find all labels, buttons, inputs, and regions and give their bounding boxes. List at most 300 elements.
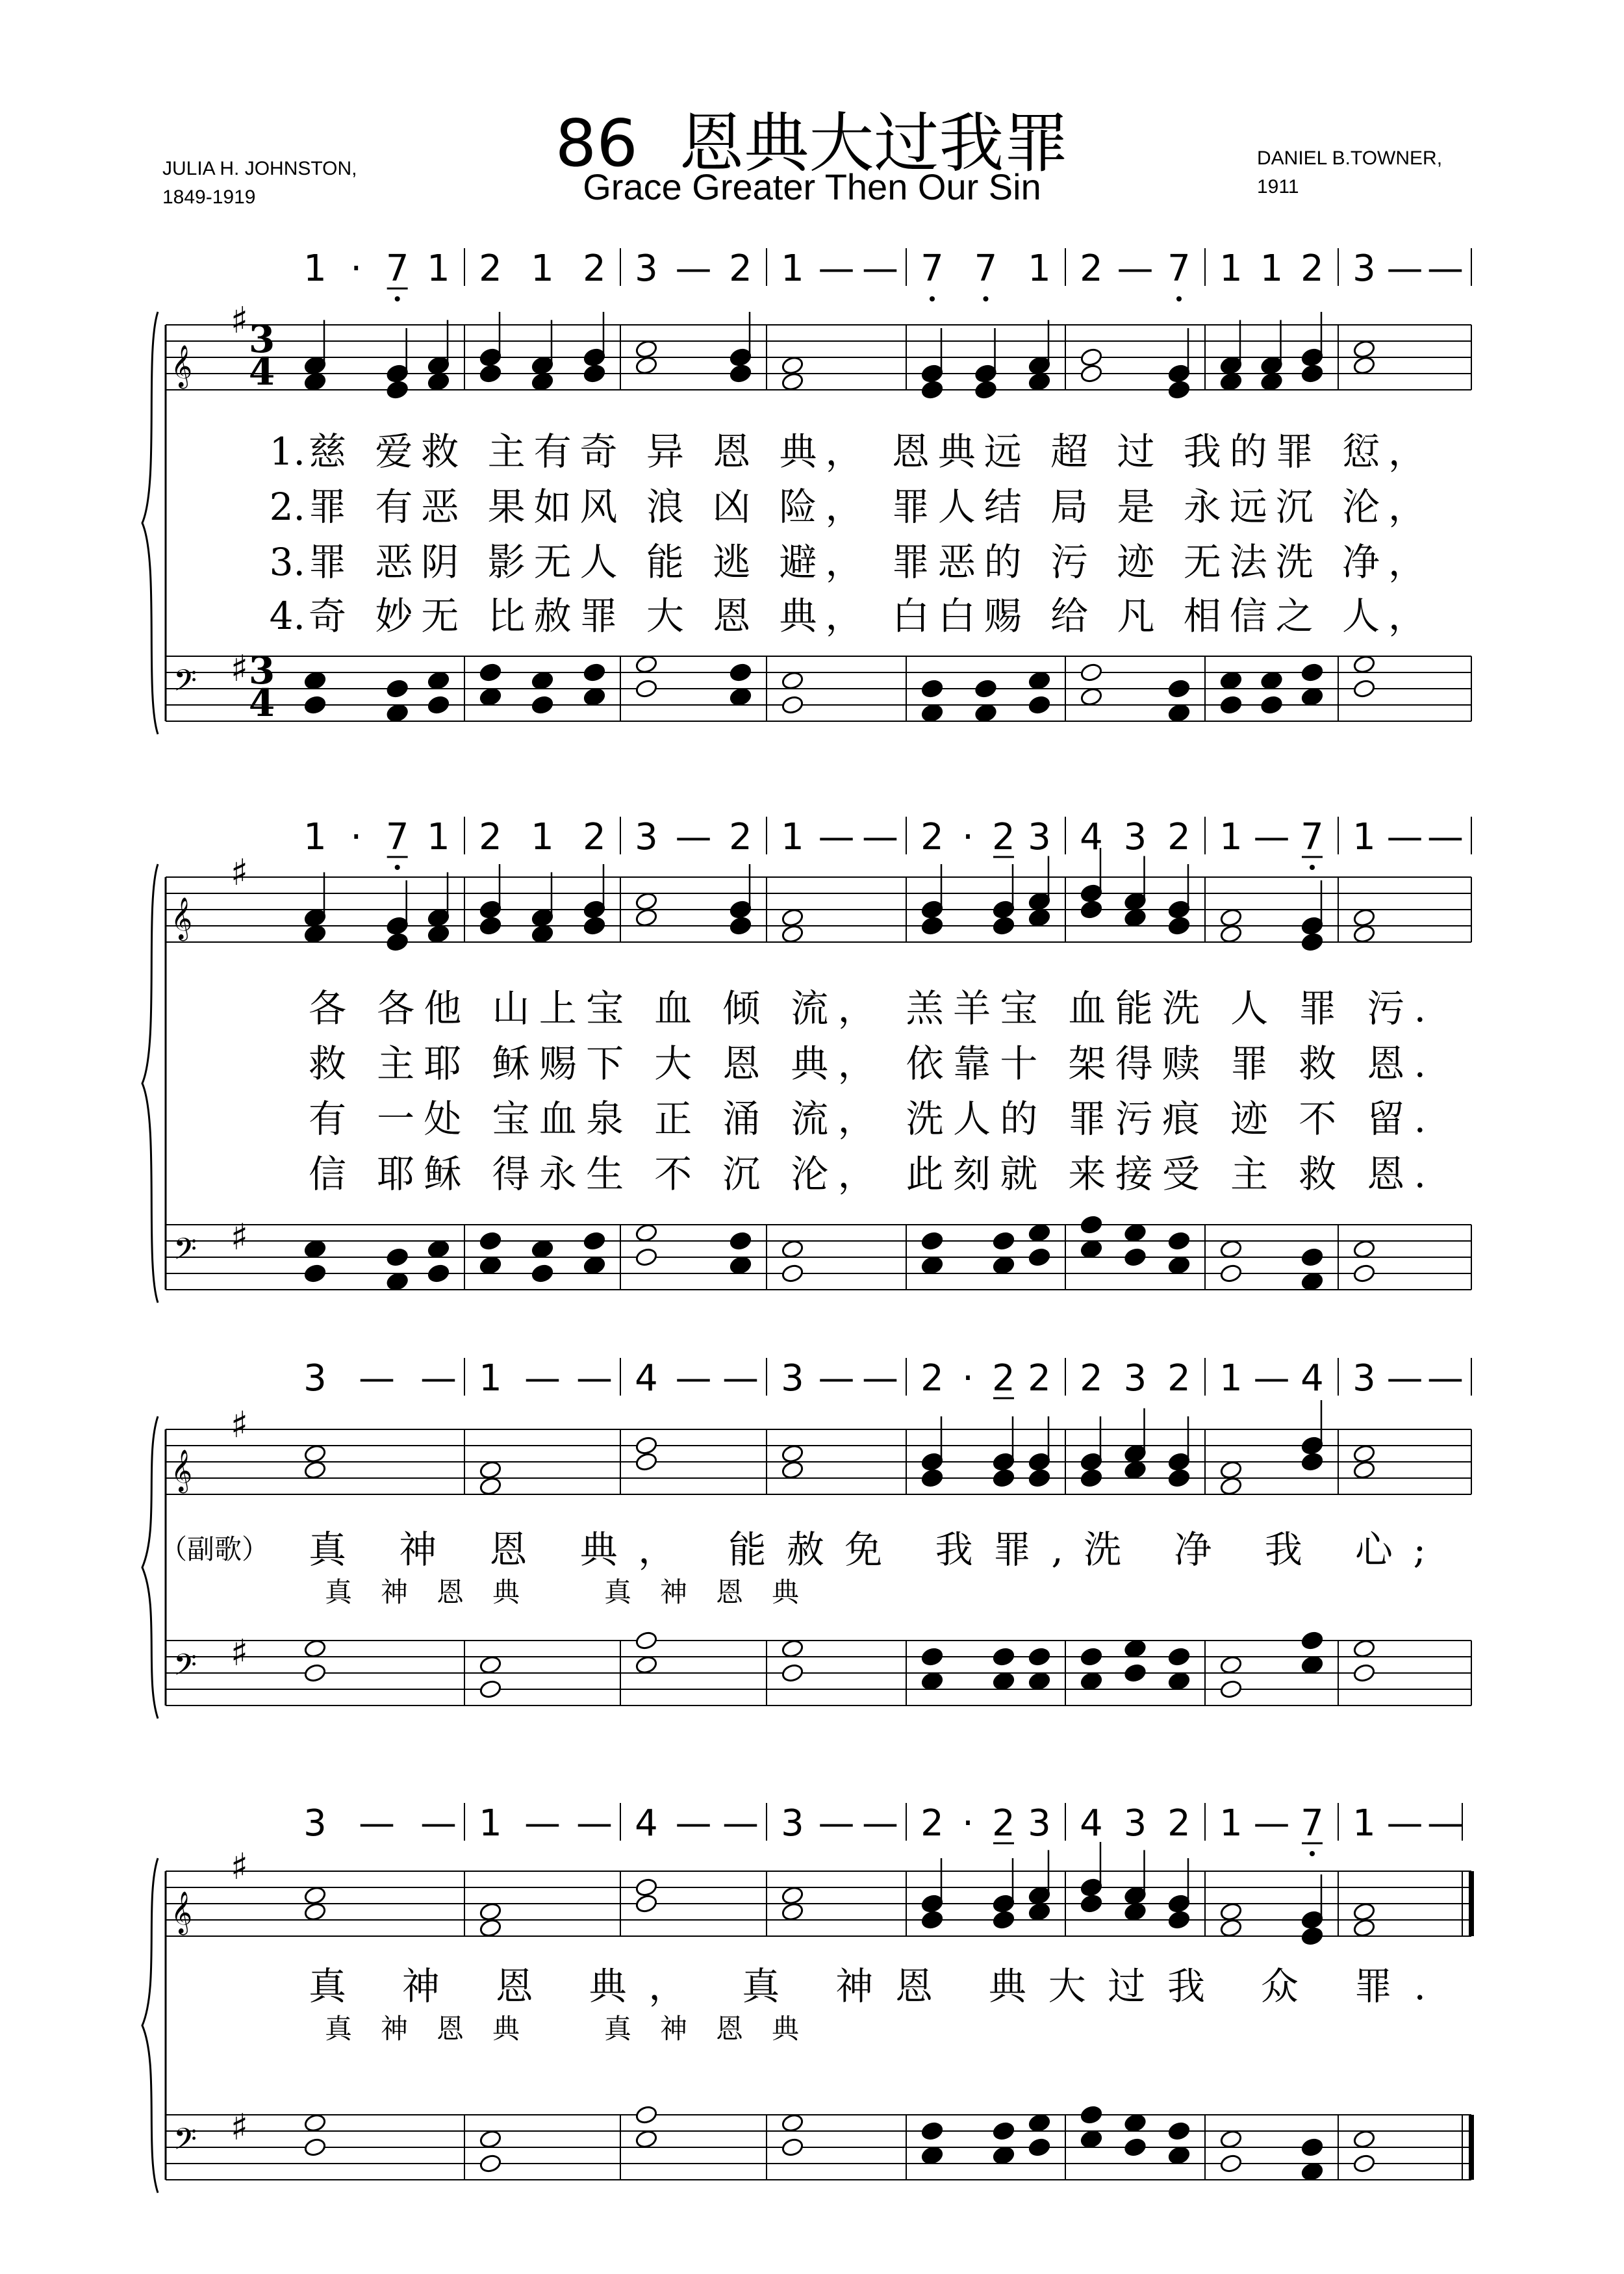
notehead xyxy=(1124,1902,1147,1922)
notehead xyxy=(1219,1239,1243,1259)
jianpu-note: — xyxy=(1386,248,1423,290)
echo-lyric: 真 神 恩 典 xyxy=(325,2013,520,2045)
jianpu-note: — xyxy=(420,1357,457,1399)
notehead xyxy=(781,1264,804,1284)
notehead xyxy=(303,355,327,376)
jianpu-note: 1 xyxy=(303,248,327,290)
notehead xyxy=(635,339,658,359)
notehead xyxy=(1080,663,1103,683)
notehead xyxy=(1124,1885,1147,1906)
notehead xyxy=(1219,1918,1243,1938)
notehead xyxy=(920,2121,944,2141)
notehead xyxy=(729,663,752,683)
notehead xyxy=(1352,1918,1376,1938)
echo-lyric: 真 神 恩 典 xyxy=(325,1576,520,1608)
jianpu-note: 7 xyxy=(385,248,409,290)
jianpu-note: 7 xyxy=(1300,816,1324,858)
jianpu-note: 2 xyxy=(1300,248,1324,290)
notehead xyxy=(920,364,944,384)
notehead xyxy=(427,695,450,715)
notehead xyxy=(531,924,554,944)
notehead xyxy=(303,671,327,691)
notehead xyxy=(1124,1639,1147,1659)
notehead xyxy=(781,2113,804,2133)
notehead xyxy=(729,916,752,936)
notehead xyxy=(303,372,327,392)
notehead xyxy=(1080,1215,1103,1235)
jianpu-note: 1 xyxy=(1352,1802,1376,1845)
jianpu-note: — xyxy=(576,1357,613,1399)
notehead xyxy=(1124,2113,1147,2133)
key-sharp-icon: ♯ xyxy=(231,1404,249,1446)
notehead xyxy=(1167,1255,1191,1275)
notehead xyxy=(729,687,752,707)
jianpu-dot xyxy=(1310,1851,1315,1856)
jianpu-note: — xyxy=(420,1802,457,1845)
verse-number: 3. xyxy=(269,540,305,584)
notehead xyxy=(479,1255,502,1275)
jianpu-note: · xyxy=(962,1802,974,1845)
notehead xyxy=(1352,1239,1376,1259)
notehead xyxy=(920,1452,944,1472)
notehead xyxy=(992,900,1015,920)
notehead xyxy=(920,1894,944,1914)
notehead xyxy=(1028,908,1051,928)
bass-clef-icon: 𝄢 xyxy=(173,2122,197,2164)
notehead xyxy=(992,1255,1015,1275)
jianpu-note: 2 xyxy=(479,816,502,858)
notehead xyxy=(1260,695,1284,715)
jianpu-note: 1 xyxy=(1219,816,1243,858)
notehead xyxy=(1167,380,1191,400)
notehead xyxy=(303,1444,327,1464)
notehead xyxy=(303,1885,327,1906)
notehead xyxy=(992,1910,1015,1930)
notehead xyxy=(992,1894,1015,1914)
notehead xyxy=(531,1264,554,1284)
notehead xyxy=(1028,1671,1051,1691)
notehead xyxy=(635,908,658,928)
jianpu-note: — xyxy=(818,1357,855,1399)
notehead xyxy=(386,1247,409,1268)
notehead xyxy=(635,654,658,674)
bass-clef-icon: 𝄢 xyxy=(173,663,197,706)
notehead xyxy=(1219,1460,1243,1480)
notehead xyxy=(781,1902,804,1922)
key-sharp-icon: ♯ xyxy=(231,1632,249,1674)
lyric-line: 各 各他 山上宝 血 倾 流， 羔羊宝 血能洗 人 罪 污. xyxy=(309,986,1426,1030)
notehead xyxy=(1080,1894,1103,1914)
notehead xyxy=(1028,355,1051,376)
jianpu-note: 1 xyxy=(531,248,554,290)
notehead xyxy=(920,1231,944,1251)
jianpu-note: — xyxy=(722,1357,759,1399)
notehead xyxy=(1352,908,1376,928)
notehead xyxy=(479,2154,502,2174)
jianpu-note: — xyxy=(524,1802,561,1845)
notehead xyxy=(1300,916,1324,936)
notehead xyxy=(781,924,804,944)
notehead xyxy=(1352,1444,1376,1464)
jianpu-note: 3 xyxy=(635,816,658,858)
key-sharp-icon: ♯ xyxy=(231,2106,249,2149)
notehead xyxy=(1028,2138,1051,2158)
notehead xyxy=(1028,671,1051,691)
notehead xyxy=(1167,1671,1191,1691)
jianpu-note: 3 xyxy=(1352,1357,1376,1399)
notehead xyxy=(1352,339,1376,359)
notehead xyxy=(1219,1902,1243,1922)
jianpu-note: 2 xyxy=(992,1802,1015,1845)
jianpu-note: 2 xyxy=(920,1802,944,1845)
notehead xyxy=(1300,1271,1324,1292)
notehead xyxy=(303,1460,327,1480)
system-brace xyxy=(142,864,158,1303)
jianpu-note: 7 xyxy=(385,816,409,858)
notehead xyxy=(1352,1639,1376,1659)
time-signature-top: 3 xyxy=(248,648,275,693)
notehead xyxy=(583,364,606,384)
jianpu-note: — xyxy=(818,816,855,858)
jianpu-note: 3 xyxy=(303,1802,327,1845)
hymn-subtitle: Grace Greater Then Our Sin xyxy=(583,166,1041,207)
notehead xyxy=(635,2129,658,2149)
jianpu-note: — xyxy=(1386,1357,1423,1399)
lyric-line: 救 主耶 稣赐下 大 恩 典， 依靠十 架得赎 罪 救 恩. xyxy=(309,1041,1426,1086)
notehead xyxy=(303,1663,327,1683)
author-name: JULIA H. JOHNSTON, xyxy=(162,158,357,179)
notehead xyxy=(1300,1452,1324,1472)
notehead xyxy=(1300,1436,1324,1456)
jianpu-dot xyxy=(1310,865,1315,870)
notehead xyxy=(1080,687,1103,707)
jianpu-note: 1 xyxy=(479,1802,502,1845)
jianpu-note: · xyxy=(962,1357,974,1399)
notehead xyxy=(1300,348,1324,368)
notehead xyxy=(781,1885,804,1906)
notehead xyxy=(583,663,606,683)
notehead xyxy=(1028,1902,1051,1922)
notehead xyxy=(479,2129,502,2149)
lyric-line: 慈 爱救 主有奇 异 恩 典， 恩典远 超 过 我的罪 愆， xyxy=(309,429,1426,474)
jianpu-dot xyxy=(1176,296,1182,301)
jianpu-note: 1 xyxy=(1028,248,1051,290)
notehead xyxy=(1167,703,1191,723)
notehead xyxy=(1167,2121,1191,2141)
notehead xyxy=(635,355,658,376)
jianpu-note: — xyxy=(675,816,712,858)
notehead xyxy=(781,695,804,715)
jianpu-note: 7 xyxy=(1300,1802,1324,1845)
notehead xyxy=(1352,679,1376,699)
notehead xyxy=(1167,364,1191,384)
refrain-label: （副歌） xyxy=(159,1533,270,1565)
notehead xyxy=(992,1647,1015,1667)
notehead xyxy=(303,924,327,944)
treble-staff xyxy=(166,1871,1471,1936)
notehead xyxy=(427,1264,450,1284)
jianpu-note: 2 xyxy=(583,248,606,290)
notehead xyxy=(1219,695,1243,715)
jianpu-note: 4 xyxy=(1300,1357,1324,1399)
notehead xyxy=(1124,1247,1147,1268)
jianpu-note: 4 xyxy=(1080,1802,1103,1845)
jianpu-dot xyxy=(395,865,400,870)
jianpu-note: 7 xyxy=(974,248,998,290)
jianpu-note: — xyxy=(675,1802,712,1845)
notehead xyxy=(1352,1264,1376,1284)
notehead xyxy=(427,908,450,928)
treble-staff xyxy=(166,1429,1471,1494)
jianpu-note: 2 xyxy=(1080,248,1103,290)
notehead xyxy=(479,900,502,920)
jianpu-note: — xyxy=(359,1357,395,1399)
notehead xyxy=(386,364,409,384)
notehead xyxy=(992,1231,1015,1251)
jianpu-note: — xyxy=(862,248,898,290)
notehead xyxy=(974,679,998,699)
notehead xyxy=(386,380,409,400)
jianpu-dot xyxy=(395,296,400,301)
notehead xyxy=(1352,1460,1376,1480)
jianpu-note: — xyxy=(1427,1357,1464,1399)
jianpu-note: 3 xyxy=(781,1357,804,1399)
jianpu-note: 1 xyxy=(479,1357,502,1399)
notehead xyxy=(1300,687,1324,707)
notehead xyxy=(386,916,409,936)
notehead xyxy=(920,1255,944,1275)
jianpu-note: 3 xyxy=(1028,1802,1051,1845)
lyric-line: 奇 妙无 比赦罪 大 恩 典， 白白赐 给 凡 相信之 人， xyxy=(309,594,1426,638)
notehead xyxy=(635,679,658,699)
notehead xyxy=(1167,1894,1191,1914)
jianpu-note: 3 xyxy=(1123,1357,1147,1399)
notehead xyxy=(635,1878,658,1898)
jianpu-note: — xyxy=(675,248,712,290)
lyric-line: 有 一处 宝血泉 正 涌 流， 洗人的 罪污痕 迹 不 留. xyxy=(309,1097,1426,1141)
notehead xyxy=(1028,372,1051,392)
notehead xyxy=(1260,671,1284,691)
notehead xyxy=(531,695,554,715)
lyric-line: 罪 有恶 果如风 浪 凶 险， 罪人结 局 是 永远沉 沦， xyxy=(309,485,1426,529)
jianpu-note: 1 xyxy=(781,816,804,858)
notehead xyxy=(303,1639,327,1659)
jianpu-note: — xyxy=(1386,1802,1423,1845)
jianpu-note: 1 xyxy=(427,816,450,858)
notehead xyxy=(635,1452,658,1472)
notehead xyxy=(1080,1647,1103,1667)
jianpu-note: — xyxy=(1427,816,1464,858)
treble-clef-icon: 𝄞 xyxy=(171,1450,193,1492)
notehead xyxy=(1124,1460,1147,1480)
jianpu-dot xyxy=(983,296,989,301)
notehead xyxy=(974,364,998,384)
notehead xyxy=(1028,1468,1051,1488)
notehead xyxy=(583,1255,606,1275)
bass-clef-icon: 𝄢 xyxy=(173,1648,197,1690)
notehead xyxy=(781,1239,804,1259)
jianpu-note: — xyxy=(1427,1802,1464,1845)
notehead xyxy=(386,1271,409,1292)
notehead xyxy=(531,355,554,376)
jianpu-note: 2 xyxy=(1167,1357,1191,1399)
treble-staff xyxy=(166,877,1471,942)
jianpu-note: — xyxy=(1427,248,1464,290)
notehead xyxy=(303,1264,327,1284)
notehead xyxy=(1352,654,1376,674)
jianpu-note: 2 xyxy=(479,248,502,290)
notehead xyxy=(479,1460,502,1480)
notehead xyxy=(1080,900,1103,920)
jianpu-note: 4 xyxy=(635,1802,658,1845)
notehead xyxy=(531,908,554,928)
notehead xyxy=(1167,916,1191,936)
notehead xyxy=(1028,1247,1051,1268)
notehead xyxy=(1219,2129,1243,2149)
notehead xyxy=(635,1631,658,1651)
notehead xyxy=(427,355,450,376)
jianpu-note: 1 xyxy=(781,248,804,290)
jianpu-note: 2 xyxy=(1028,1357,1051,1399)
notehead xyxy=(479,364,502,384)
notehead xyxy=(1028,2113,1051,2133)
jianpu-note: — xyxy=(862,816,898,858)
notehead xyxy=(920,900,944,920)
notehead xyxy=(781,1460,804,1480)
jianpu-note: — xyxy=(722,1802,759,1845)
time-signature-bottom: 4 xyxy=(248,350,275,394)
verse-number: 2. xyxy=(269,485,305,529)
treble-clef-icon: 𝄞 xyxy=(171,1891,193,1934)
notehead xyxy=(1219,1476,1243,1496)
notehead xyxy=(920,1671,944,1691)
jianpu-note: — xyxy=(1386,816,1423,858)
notehead xyxy=(479,916,502,936)
jianpu-note: 3 xyxy=(1352,248,1376,290)
notehead xyxy=(303,695,327,715)
notehead xyxy=(781,908,804,928)
key-sharp-icon: ♯ xyxy=(231,1216,249,1258)
notehead xyxy=(781,1444,804,1464)
notehead xyxy=(781,671,804,691)
lyric-line: 真 神 恩 典， 真 神恩 典大过我 众 罪. xyxy=(309,1964,1426,2008)
jianpu-note: 1 xyxy=(1219,1357,1243,1399)
notehead xyxy=(1260,372,1284,392)
jianpu-note: — xyxy=(359,1802,395,1845)
notehead xyxy=(427,671,450,691)
time-signature-top: 3 xyxy=(248,317,275,361)
notehead xyxy=(1352,355,1376,376)
notehead xyxy=(1352,1663,1376,1683)
notehead xyxy=(427,1239,450,1259)
notehead xyxy=(479,663,502,683)
notehead xyxy=(1124,1444,1147,1464)
notehead xyxy=(1167,1231,1191,1251)
notehead xyxy=(1219,1655,1243,1675)
jianpu-note: 2 xyxy=(1080,1357,1103,1399)
notehead xyxy=(479,687,502,707)
notehead xyxy=(1219,372,1243,392)
notehead xyxy=(1219,908,1243,928)
notehead xyxy=(1028,1647,1051,1667)
notehead xyxy=(1080,2129,1103,2149)
notehead xyxy=(635,1436,658,1456)
jianpu-note: — xyxy=(818,1802,855,1845)
notehead xyxy=(1219,671,1243,691)
notehead xyxy=(635,1223,658,1243)
notehead xyxy=(920,679,944,699)
system-brace xyxy=(142,312,158,734)
notehead xyxy=(781,372,804,392)
notehead xyxy=(531,671,554,691)
author-years: 1849-1919 xyxy=(162,186,256,208)
notehead xyxy=(427,924,450,944)
jianpu-note: 3 xyxy=(781,1802,804,1845)
notehead xyxy=(303,1902,327,1922)
notehead xyxy=(1300,2138,1324,2158)
notehead xyxy=(1124,891,1147,912)
jianpu-note: — xyxy=(1253,1357,1290,1399)
key-sharp-icon: ♯ xyxy=(231,852,249,894)
notehead xyxy=(1028,1452,1051,1472)
notehead xyxy=(1167,1452,1191,1472)
notehead xyxy=(531,372,554,392)
jianpu-note: 7 xyxy=(920,248,944,290)
notehead xyxy=(920,1647,944,1667)
notehead xyxy=(729,364,752,384)
treble-clef-icon: 𝄞 xyxy=(171,897,193,939)
jianpu-note: 1 xyxy=(427,248,450,290)
jianpu-note: 1 xyxy=(1352,816,1376,858)
echo-lyric: 真 神 恩 典 xyxy=(604,1576,799,1608)
notehead xyxy=(479,1680,502,1700)
notehead xyxy=(1124,2138,1147,2158)
notehead xyxy=(729,900,752,920)
notehead xyxy=(992,916,1015,936)
notehead xyxy=(583,1231,606,1251)
notehead xyxy=(1080,364,1103,384)
notehead xyxy=(729,1255,752,1275)
notehead xyxy=(1080,1239,1103,1259)
notehead xyxy=(1028,891,1051,912)
jianpu-note: 2 xyxy=(992,816,1015,858)
treble-clef-icon: 𝄞 xyxy=(171,345,193,387)
notehead xyxy=(1167,679,1191,699)
notehead xyxy=(1352,1902,1376,1922)
lyric-line: 罪 恶阴 影无人 能 逃 避， 罪恶的 污 迹 无法洗 净， xyxy=(309,540,1426,584)
notehead xyxy=(1219,1264,1243,1284)
notehead xyxy=(303,1239,327,1259)
echo-lyric: 真 神 恩 典 xyxy=(604,2013,799,2045)
notehead xyxy=(920,1468,944,1488)
notehead xyxy=(583,916,606,936)
notehead xyxy=(1300,1631,1324,1651)
time-signature-bottom: 4 xyxy=(248,681,275,725)
composer-years: 1911 xyxy=(1257,176,1299,198)
jianpu-note: — xyxy=(576,1802,613,1845)
notehead xyxy=(992,1468,1015,1488)
notehead xyxy=(1028,1885,1051,1906)
jianpu-note: · xyxy=(350,248,362,290)
notehead xyxy=(920,2145,944,2165)
jianpu-note: 1 xyxy=(1219,248,1243,290)
notehead xyxy=(992,1671,1015,1691)
composer-name: DANIEL B.TOWNER, xyxy=(1257,147,1443,169)
notehead xyxy=(1167,1647,1191,1667)
notehead xyxy=(920,380,944,400)
jianpu-note: 2 xyxy=(583,816,606,858)
jianpu-note: 2 xyxy=(729,248,752,290)
